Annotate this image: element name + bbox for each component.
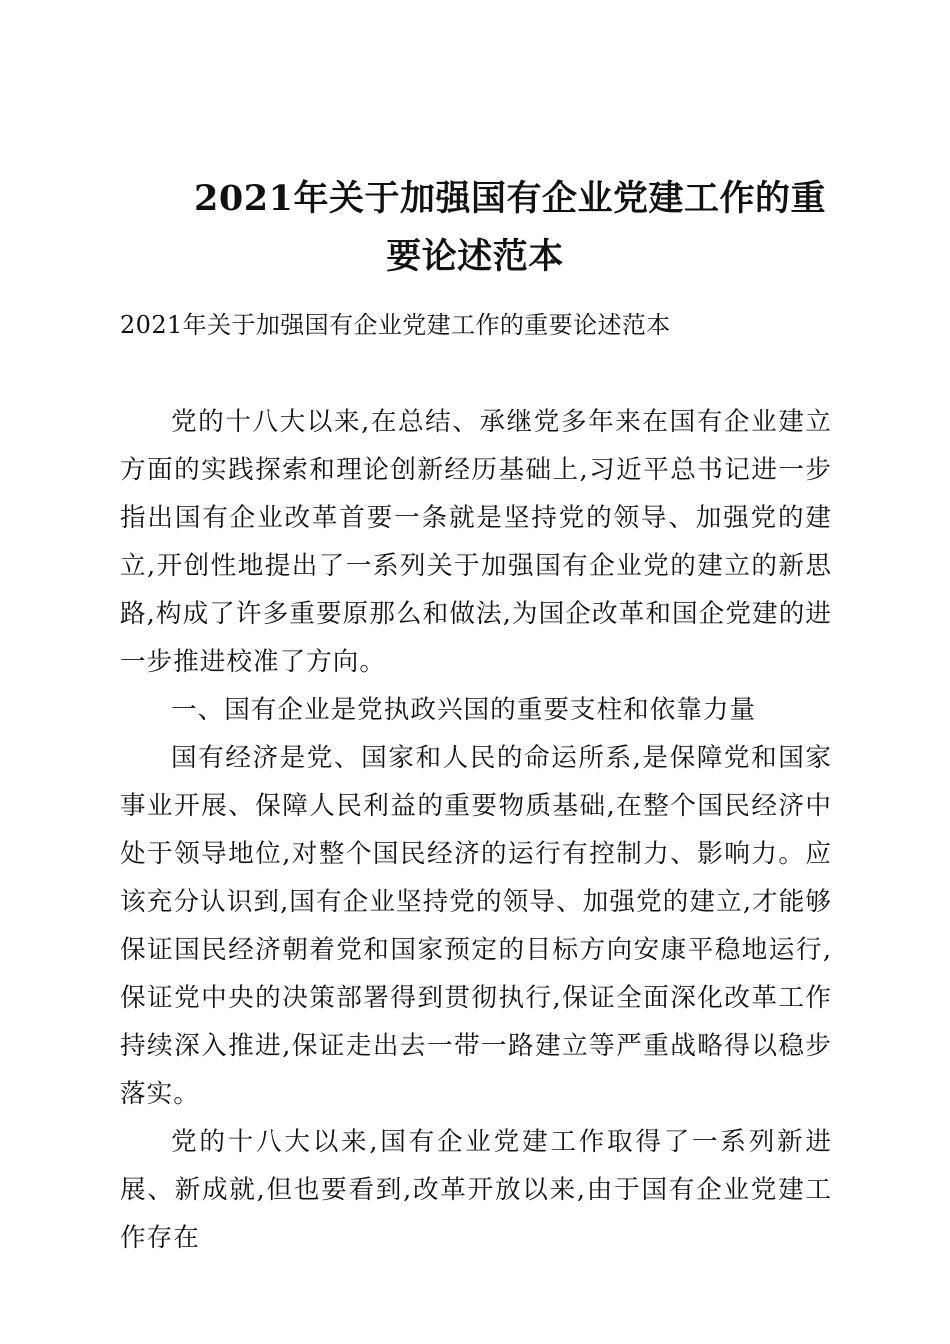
paragraph-progress: 党的十八大以来,国有企业党建工作取得了一系列新进展、新成就,但也要看到,改革开放以来,由于国有企业党建工作存在	[120, 1127, 832, 1253]
document-subtitle: 2021年关于加强国有企业党建工作的重要论述范本	[120, 311, 671, 339]
document-body	[120, 398, 832, 1262]
document-title: 2021年关于加强国有企业党建工作的重要论述范本	[194, 178, 826, 277]
paragraph-intro: 党的十八大以来,在总结、承继党多年来在国有企业建立方面的实践探索和理论创新经历基础上,习近平总书记进一步指出国有企业改革首要一条就是坚持党的领导、加强党的建立,开创性地提出了一系列关于加强国有企业党的建立的新思路,构成了许多重要原那么和做法,为国企改革和国企党建的进一步推进校准了方向。	[120, 407, 832, 677]
paragraph-state-economy: 国有经济是党、国家和人民的命运所系,是保障党和国家事业开展、保障人民利益的重要物质基础,在整个国民经济中处于领导地位,对整个国民经济的运行有控制力、影响力。应该充分认识到,国有企业坚持党的领导、加强党的建立,才能够保证国民经济朝着党和国家预定的目标方向安康平稳地运行,保证党中央的决策部署得到贯彻执行,保证全面深化改革工作持续深入推进,保证走出去一带一路建立等严重战略得以稳步落实。	[120, 743, 832, 1109]
section-heading-1: 一、国有企业是党执政兴国的重要支柱和依靠力量	[171, 695, 757, 725]
